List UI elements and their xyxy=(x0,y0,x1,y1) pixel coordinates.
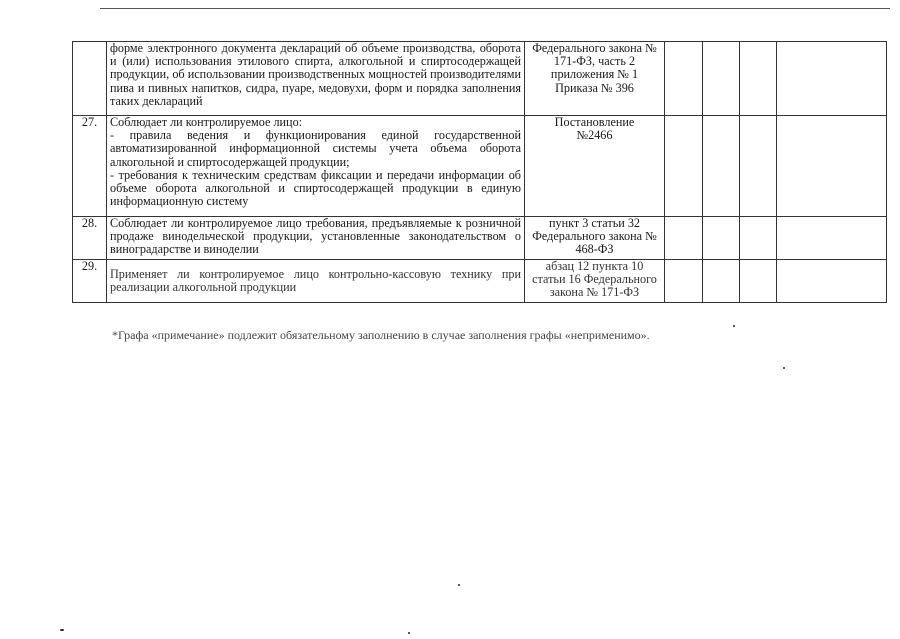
row-number xyxy=(73,42,107,116)
answer-no-cell[interactable] xyxy=(703,217,740,260)
answer-yes-cell[interactable] xyxy=(665,217,703,260)
reference-line: Федерального закона № xyxy=(532,229,657,244)
requirement-line: Соблюдает ли контролируемое лицо требования, предъявляемые к розничной продаже винодельческой продукции, установленные законодательством о виноградарстве и виноделии xyxy=(110,216,521,257)
note-cell[interactable] xyxy=(777,217,887,260)
scan-speck xyxy=(60,629,64,631)
answer-no-cell[interactable] xyxy=(703,260,740,303)
table-row xyxy=(73,42,887,116)
reference-line: №2466 xyxy=(576,128,613,143)
requirement-line: Применяет ли контролируемое лицо контрольно-кассовую технику при реализации алкогольной продукции xyxy=(110,266,521,294)
note-cell[interactable] xyxy=(777,116,887,217)
reference-line: статьи 16 Федерального xyxy=(532,272,657,287)
top-rule xyxy=(100,8,890,9)
reference-line: абзац 12 пункта 10 xyxy=(545,259,644,273)
legal-reference xyxy=(525,42,665,116)
reference-line: приложения № 1 xyxy=(550,67,639,82)
note-cell[interactable] xyxy=(777,260,887,303)
answer-na-cell[interactable] xyxy=(740,217,777,260)
note-cell[interactable] xyxy=(777,42,887,116)
requirement-text xyxy=(107,217,525,260)
answer-na-cell[interactable] xyxy=(740,42,777,116)
legal-reference xyxy=(525,217,665,260)
requirement-text xyxy=(107,260,525,303)
answer-na-cell[interactable] xyxy=(740,260,777,303)
answer-na-cell[interactable] xyxy=(740,116,777,217)
legal-reference xyxy=(525,116,665,217)
requirement-line: Соблюдает ли контролируемое лицо: xyxy=(110,115,303,129)
answer-yes-cell[interactable] xyxy=(665,116,703,217)
reference-line: Федерального закона № xyxy=(532,41,657,55)
requirement-line: форме электронного документа деклараций об объеме производства, оборота и (или) использования этилового спирта, алкогольной и спиртосодержащей продукции, об использовании производственных мощностей производителями пива и пивных напитков, сидра, пуаре, медовухи, форм и порядка заполнения таких деклараций xyxy=(110,41,521,108)
answer-yes-cell[interactable] xyxy=(665,260,703,303)
reference-line: Постановление xyxy=(554,115,635,129)
row-number: 27. xyxy=(73,116,107,217)
table-row xyxy=(73,116,887,217)
requirement-line: - правила ведения и функционирования единой государственной автоматизированной информационной системы учета объема оборота алкогольной и спиртосодержащей продукции; xyxy=(110,128,521,169)
reference-line: пункт 3 статьи 32 xyxy=(548,216,641,230)
scan-speck xyxy=(458,584,460,586)
answer-no-cell[interactable] xyxy=(703,42,740,116)
checklist-table xyxy=(72,41,887,303)
requirement-line: - требования к техническим средствам фиксации и передачи информации об объеме оборота алкогольной и спиртосодержащей продукции в единую информационную систему xyxy=(110,167,521,209)
answer-no-cell[interactable] xyxy=(703,116,740,217)
footnote: *Графа «примечание» подлежит обязательному заполнению в случае заполнения графы «неприменимо». xyxy=(112,328,650,342)
requirement-text xyxy=(107,116,525,217)
scan-speck xyxy=(783,367,785,369)
reference-line: 171-ФЗ, часть 2 xyxy=(553,54,636,69)
scan-speck xyxy=(408,632,410,634)
row-number: 29. xyxy=(73,260,107,303)
scan-speck xyxy=(733,325,735,327)
reference-line: Приказа № 396 xyxy=(555,80,634,95)
table-row xyxy=(73,260,887,303)
answer-yes-cell[interactable] xyxy=(665,42,703,116)
row-number: 28. xyxy=(73,217,107,260)
requirement-text xyxy=(107,42,525,116)
table-row xyxy=(73,217,887,260)
reference-line: 468-ФЗ xyxy=(575,242,614,257)
legal-reference xyxy=(525,260,665,303)
reference-line: закона № 171-ФЗ xyxy=(549,285,640,300)
